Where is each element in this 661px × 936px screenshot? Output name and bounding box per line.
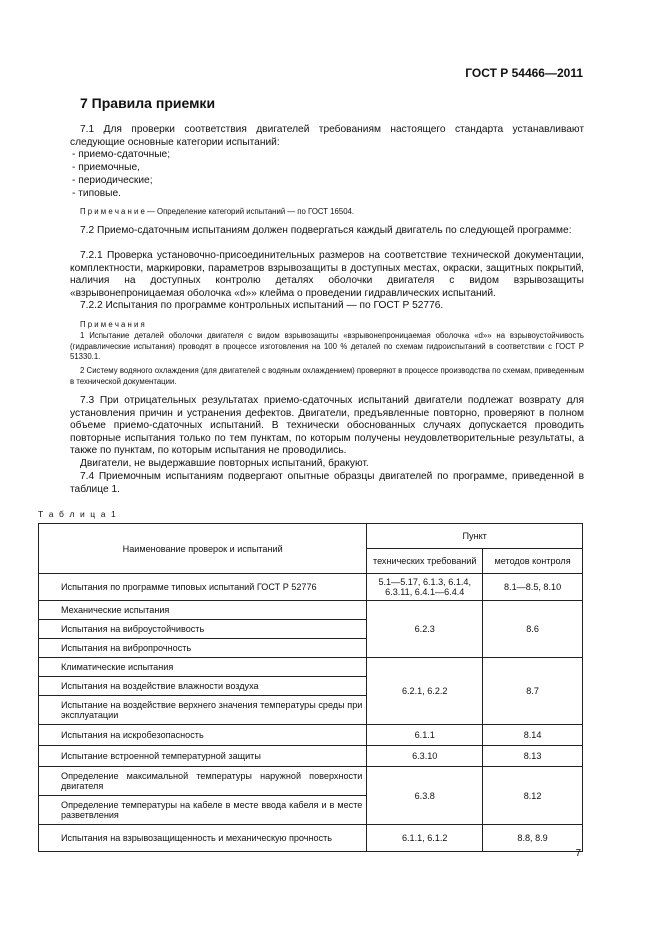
row-name: Определение максимальной температуры наружной поверхности двигателя <box>39 767 367 796</box>
row-name: Испытания на взрывозащищенность и механическую прочность <box>39 825 367 852</box>
notes-title: П р и м е ч а н и я <box>80 320 145 329</box>
table-row <box>39 825 583 852</box>
list-item: - приемочные, <box>72 162 140 173</box>
row-name: Испытания по программе типовых испытаний ГОСТ Р 52776 <box>39 574 367 601</box>
row-name: Испытания на воздействие влажности воздуха <box>39 677 367 696</box>
row-tech: 5.1—5.17, 6.1.3, 6.1.4, 6.3.11, 6.4.1—6.4.4 <box>367 574 483 601</box>
row-tech: 6.2.3 <box>367 601 483 658</box>
row-tech: 6.1.1, 6.1.2 <box>367 825 483 852</box>
list-item: - приемо-сдаточные; <box>72 149 171 160</box>
row-method: 8.7 <box>483 658 583 725</box>
row-name: Испытания на виброустойчивость <box>39 620 367 639</box>
header-tech: технических требований <box>367 549 483 574</box>
table-caption: Т а б л и ц а 1 <box>38 509 118 519</box>
row-name: Испытания на вибропрочность <box>39 639 367 658</box>
document-header: ГОСТ Р 54466—2011 <box>465 66 583 80</box>
row-name: Климатические испытания <box>39 658 367 677</box>
row-method: 8.12 <box>483 767 583 825</box>
header-method: методов контроля <box>483 549 583 574</box>
header-name: Наименование проверок и испытаний <box>39 524 367 574</box>
table-row <box>39 746 583 767</box>
row-tech: 6.3.10 <box>367 746 483 767</box>
row-method: 8.1—8.5, 8.10 <box>483 574 583 601</box>
paragraph-7-2: 7.2 Приемо-сдаточным испытаниям должен подвергаться каждый двигатель по следующей программе: <box>80 225 572 236</box>
row-method: 8.8, 8.9 <box>483 825 583 852</box>
row-name: Испытание встроенной температурной защиты <box>39 746 367 767</box>
row-name: Испытания на искробезопасность <box>39 725 367 746</box>
paragraph-7-1: 7.1 Для проверки соответствия двигателей требованиям настоящего стандарта устанавливают следующие основные категории испытаний: <box>70 124 584 148</box>
row-name: Испытание на воздействие верхнего значения температуры среды при эксплуатации <box>39 696 367 725</box>
page-number: 7 <box>575 848 581 859</box>
note-1: 1 Испытание деталей оболочки двигателя с видом взрывозащиты «взрывонепроницаемая оболочка «d»» на взрывоустойчивость (гидравлические испытания) проводят в процессе изготовления на 100 % деталей по схемам гидроиспытаний в соответствии с ГОСТ Р 51330.1. <box>70 331 584 362</box>
row-name: Механические испытания <box>39 601 367 620</box>
table-header-row <box>39 524 583 549</box>
paragraph-7-2-2: 7.2.2 Испытания по программе контрольных испытаний — по ГОСТ Р 52776. <box>80 300 444 311</box>
header-punkt: Пункт <box>367 524 583 549</box>
note-2: 2 Систему водяного охлаждения (для двигателей с водяным охлаждением) проверяют в процессе производства по схемам, приведенным в технической документации. <box>70 366 584 386</box>
row-tech: 6.3.8 <box>367 767 483 825</box>
table-row <box>39 658 583 677</box>
section-title: 7 Правила приемки <box>80 95 216 111</box>
row-tech: 6.1.1 <box>367 725 483 746</box>
list-item: - типовые. <box>72 188 121 199</box>
tests-table <box>38 523 583 852</box>
row-method: 8.13 <box>483 746 583 767</box>
list-item: - периодические; <box>72 175 153 186</box>
table-row <box>39 574 583 601</box>
table-row <box>39 725 583 746</box>
row-method: 8.14 <box>483 725 583 746</box>
row-method: 8.6 <box>483 601 583 658</box>
paragraph-7-2-1: 7.2.1 Проверка установочно-присоединительных размеров на соответствие технической документации, комплектности, маркировки, параметров взрывозащиты в доступных местах, окраски, защитных покрытий, наличия на доступных контролю деталях оболочки двигателя с видом взрывозащиты «взрывонепроницаемая оболочка «d»» клейма о проведении гидравлических испытаний. <box>70 250 584 299</box>
table-row <box>39 767 583 796</box>
paragraph-7-4: 7.4 Приемочным испытаниям подвергают опытные образцы двигателей по программе, приведенной в таблице 1. <box>70 471 584 495</box>
row-name: Определение температуры на кабеле в месте ввода кабеля и в месте разветвления <box>39 796 367 825</box>
table-row <box>39 601 583 620</box>
row-tech: 6.2.1, 6.2.2 <box>367 658 483 725</box>
note-7-1: П р и м е ч а н и е — Определение категорий испытаний — по ГОСТ 16504. <box>80 207 355 216</box>
paragraph-7-3-reject: Двигатели, не выдержавшие повторных испытаний, бракуют. <box>80 458 369 469</box>
paragraph-7-3: 7.3 При отрицательных результатах приемо-сдаточных испытаний двигатели подлежат возврату для установления причин и устранения дефектов. Двигатели, предъявленные повторно, проверяют в полном объеме приемо-сдаточных испытаний. В технически обоснованных случаях допускается проводить повторные испытания только по тем пунктам, по которым получены неудовлетворительные результаты, а также по пунктам, по которым испытания не проводились. <box>70 395 584 457</box>
